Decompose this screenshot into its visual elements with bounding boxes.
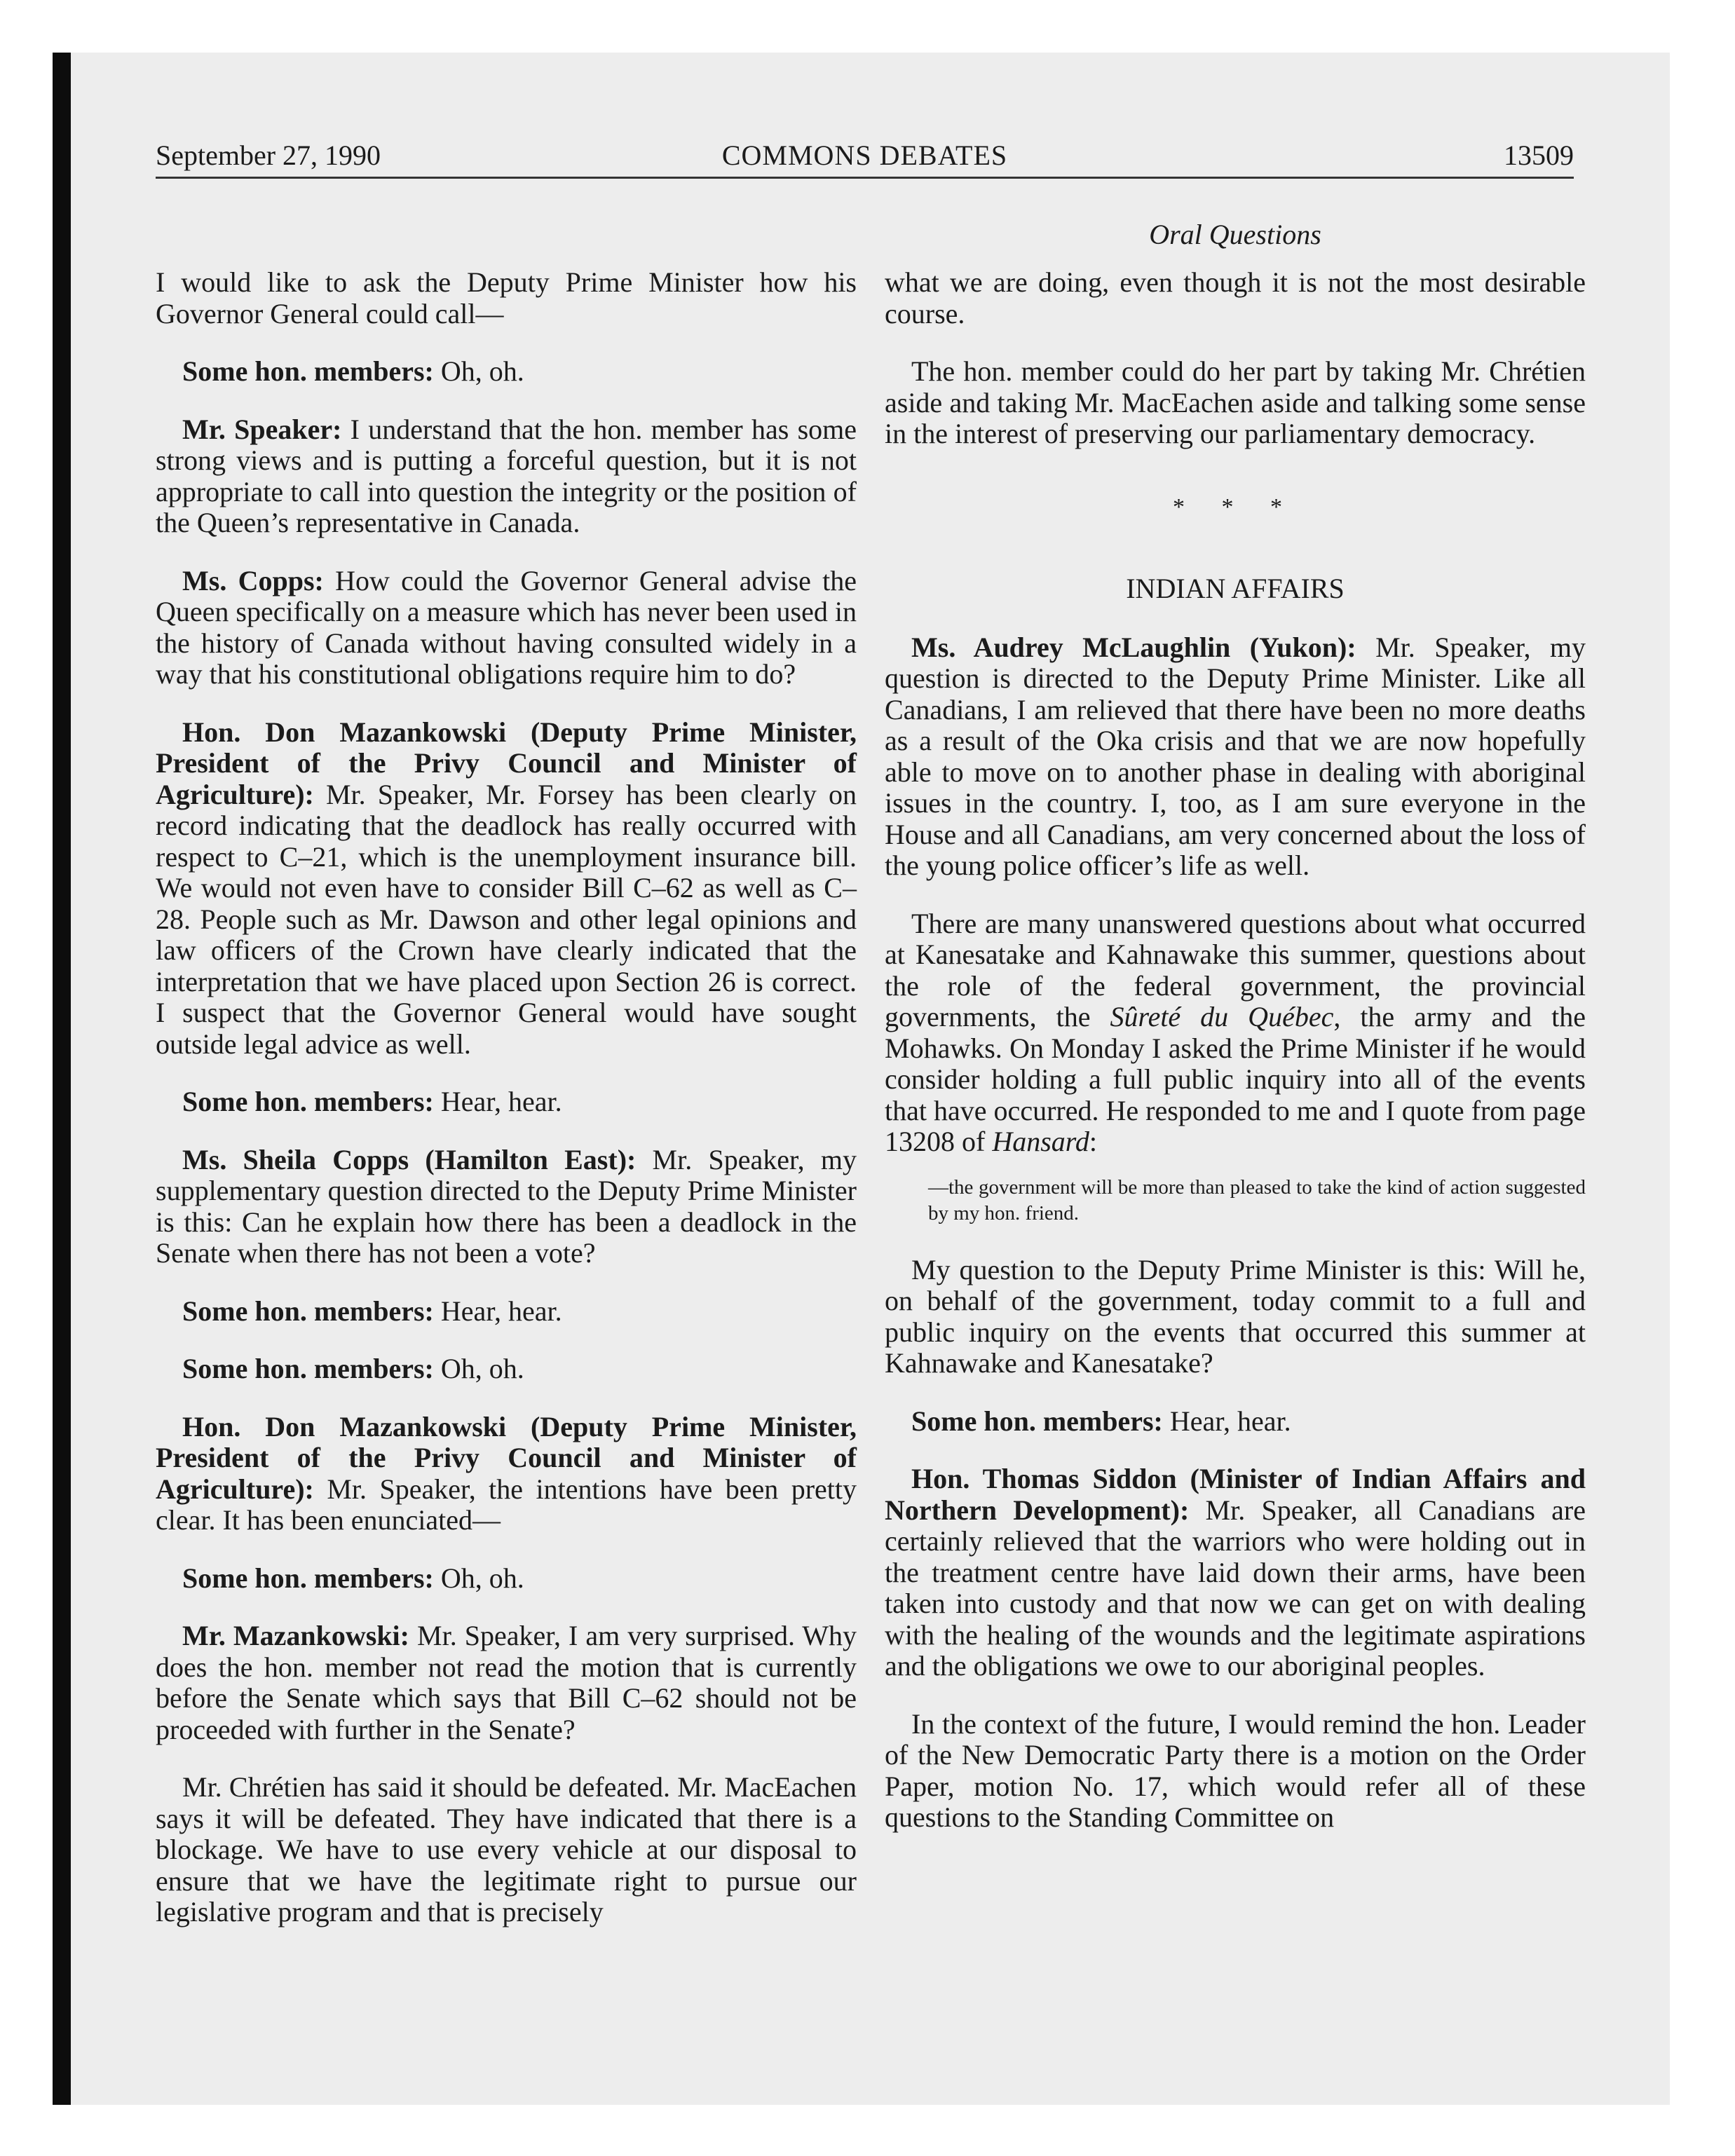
paragraph-text: Oh, oh. [433, 1353, 524, 1384]
paragraph [885, 1709, 1586, 1834]
speaker-name: Some hon. members: [182, 355, 434, 387]
speaker-name: Ms. Copps: [182, 564, 324, 596]
header-page-number: 13509 [1504, 139, 1574, 171]
paragraph [156, 267, 857, 329]
paragraph-text: Mr. Speaker, all Canadians are certainly relieved that the warriors who were holding out in the treatment centre have laid down their arms, have been taken into custody and that now we can get on with dealing with the healing of the wounds and the legitimate aspirations and the obligations we owe to our aboriginal peoples. [885, 1494, 1586, 1681]
paragraph-text: Mr. Speaker, my question is directed to the Deputy Prime Minister. Like all Canadians, I am relieved that there have been no more deaths as a result of the Oka crisis and that we are now hopefully able to move on to another phase in dealing with aboriginal issues in the country. I, too, as I am sure everyone in the House and all Canadians, am very concerned about the loss of the young police officer’s life as well. [885, 631, 1586, 881]
speaker-name: Some hon. members: [182, 1353, 434, 1384]
paragraph-text: There are many unanswered questions about what occurred at Kanesatake and Kahnawake this summer, questions about the role of the federal government, the provincial governments, the [885, 907, 1586, 1032]
paragraph-text: Mr. Speaker, my supplementary question directed to the Deputy Prime Minister is this: Can he explain how there has been a deadlock in the Senate when there has not been a vote? [156, 1143, 857, 1269]
section-heading: INDIAN AFFAIRS [1126, 572, 1345, 604]
speaker-name: Some hon. members: [911, 1405, 1163, 1437]
paragraph [156, 1145, 857, 1269]
paragraph-text: : [1089, 1126, 1097, 1157]
right-column [885, 267, 1586, 1860]
speaker-name: Ms. Audrey McLaughlin (Yukon): [911, 631, 1356, 663]
paragraph-text: Hear, hear. [433, 1086, 562, 1117]
paragraph [156, 1772, 857, 1928]
speaker-name: Hon. Don Mazankowski (Deputy Prime Minister, President of the Privy Council and Minister of Agriculture): [156, 1410, 857, 1505]
paragraph-text: I understand that the hon. member has some strong views and is putting a forceful question, but it is not appropriate to call into question the integrity or the position of the Queen’s representative in Canada. [156, 413, 857, 538]
paragraph [885, 1464, 1586, 1682]
paragraph [156, 1296, 857, 1328]
speaker-name: Hon. Don Mazankowski (Deputy Prime Minister, President of the Privy Council and Minister of Agriculture): [156, 716, 857, 810]
paragraph-text: what we are doing, even though it is not the most desirable course. [885, 266, 1586, 329]
section-label: Oral Questions [1149, 219, 1321, 250]
running-head [156, 136, 1574, 175]
italic-term: Hansard [992, 1126, 1089, 1157]
paragraph [156, 717, 857, 1060]
paragraph-text: Mr. Chrétien has said it should be defeated. Mr. MacEachen says it will be defeated. They have indicated that there is a blockage. We have to use every vehicle at our disposal to ensure that we have the legitimate right to pursue our legislative program and that is precisely [156, 1771, 857, 1928]
paragraph [156, 1563, 857, 1595]
paragraph [885, 632, 1586, 882]
left-column [156, 267, 857, 1955]
speaker-name: Some hon. members: [182, 1086, 434, 1117]
speaker-name: Mr. Mazankowski: [182, 1620, 409, 1651]
header-journal-title: COMMONS DEBATES [721, 139, 1008, 171]
paragraph [885, 1255, 1586, 1379]
speaker-name: Some hon. members: [182, 1295, 434, 1327]
paragraph-text: Mr. Speaker, Mr. Forsey has been clearly on record indicating that the deadlock has really occurred with respect to C–21, which is the unemployment insurance bill. We would not even have to consider Bill C–62 as well as C–28. People such as Mr. Dawson and other legal opinions and law officers of the Crown have clearly indicated that the interpretation that we have placed upon Section 26 is correct. I suspect that the Governor General would have sought outside legal advice as well. [156, 778, 857, 1060]
section-break: * * * [1173, 493, 1298, 520]
header-date: September 27, 1990 [156, 139, 381, 171]
paragraph-text: Hear, hear. [433, 1295, 562, 1327]
paragraph-text: Mr. Speaker, the intentions have been pretty clear. It has been enunciated— [156, 1473, 857, 1536]
speaker-name: Mr. Speaker: [182, 413, 342, 445]
paragraph-text: I would like to ask the Deputy Prime Minister how his Governor General could call— [156, 266, 857, 329]
italic-term: Sûreté du Québec [1110, 1001, 1334, 1032]
header-rule [156, 177, 1574, 179]
speaker-name: Some hon. members: [182, 1562, 434, 1594]
paragraph [156, 1353, 857, 1385]
paragraph [885, 908, 1586, 1158]
paragraph [156, 1412, 857, 1536]
paragraph-text: The hon. member could do her part by taking Mr. Chrétien aside and taking Mr. MacEachen aside and talking some sense in the interest of preserving our parliamentary democracy. [885, 355, 1586, 449]
paragraph [885, 356, 1586, 450]
scan-edge [53, 53, 71, 2105]
speaker-name: Hon. Thomas Siddon (Minister of Indian Affairs and Northern Development): [885, 1463, 1586, 1526]
paragraph-text: How could the Governor General advise the Queen specifically on a measure which has never been used in the history of Canada without having consulted widely in a way that his constitutional obligations require him to do? [156, 564, 857, 690]
paragraph [156, 414, 857, 539]
paragraph-text: Oh, oh. [433, 1562, 524, 1594]
paragraph [885, 267, 1586, 329]
paragraph-text: Oh, oh. [433, 355, 524, 387]
paragraph-text: In the context of the future, I would remind the hon. Leader of the New Democratic Party there is a motion on the Order Paper, motion No. 17, which would refer all of these questions to the Standing Committee on [885, 1707, 1586, 1833]
paragraph [156, 566, 857, 690]
paragraph [156, 356, 857, 388]
paragraph [885, 1406, 1586, 1438]
paragraph [156, 1621, 857, 1745]
paragraph-text: Mr. Speaker, I am very surprised. Why does the hon. member not read the motion that is currently before the Senate which says that Bill C–62 should not be proceeded with further in the Senate? [156, 1620, 857, 1745]
paragraph [156, 1086, 857, 1118]
paragraph-text: , the army and the Mohawks. On Monday I asked the Prime Minister if he would consider holding a full public inquiry into all of the events that have occurred. He responded to me and I quote from page 13208 of [885, 1001, 1586, 1157]
block-quote: —the government will be more than pleased to take the kind of action suggested by my hon. friend. [928, 1175, 1586, 1224]
paragraph-text: My question to the Deputy Prime Minister is this: Will he, on behalf of the government, today commit to a full and public inquiry on the events that occurred this summer at Kahnawake and Kanesatake? [885, 1253, 1586, 1379]
speaker-name: Ms. Sheila Copps (Hamilton East): [182, 1143, 637, 1175]
paragraph-text: Hear, hear. [1162, 1405, 1291, 1437]
